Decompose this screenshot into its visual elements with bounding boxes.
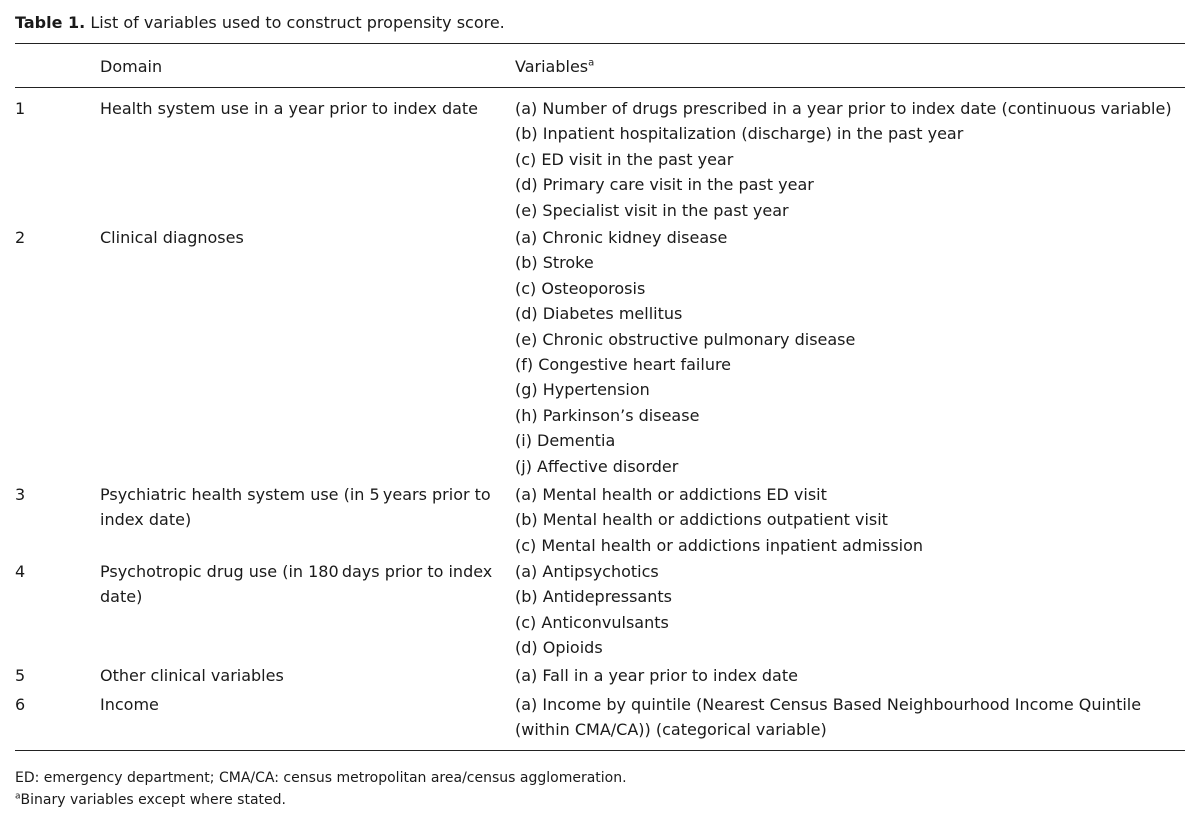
variable-item: (a) Number of drugs prescribed in a year prior to index date (continuous variable): [515, 99, 1172, 118]
row-number: 4: [15, 562, 26, 581]
variable-item: (a) Chronic kidney disease: [515, 228, 728, 247]
variable-item: (c) Mental health or addictions inpatient admission: [515, 535, 924, 555]
variable-item: (c) ED visit in the past year: [515, 149, 734, 169]
domain-line: Psychiatric health system use (in 5 years prior to: [100, 485, 491, 504]
row-number: 5: [15, 666, 26, 685]
row-domain: [100, 559, 492, 610]
domain-line: Other clinical variables: [100, 666, 284, 685]
variable-item: (a) Antipsychotics: [515, 562, 659, 581]
header-domain-label: Domain: [100, 57, 163, 76]
row-variables: [515, 663, 798, 688]
variable-item: (e) Chronic obstructive pulmonary disease: [515, 329, 856, 349]
top-rule: [15, 43, 1185, 44]
variable-item: (d) Diabetes mellitus: [515, 304, 683, 324]
row-number: 3: [15, 485, 26, 504]
domain-line: Income: [100, 695, 159, 714]
caption-text: List of variables used to construct propensity score.: [90, 13, 505, 32]
header-variables: [515, 54, 594, 79]
row-number: 1: [15, 99, 26, 118]
domain-line: Health system use in a year prior to index date: [100, 99, 479, 118]
row-number: 6: [15, 695, 26, 714]
domain-line: index date): [100, 510, 192, 530]
variable-item: (a) Fall in a year prior to index date: [515, 666, 798, 685]
variable-item: (a) Income by quintile (Nearest Census Based Neighbourhood Income Quintile: [515, 695, 1142, 714]
variable-item: (j) Affective disorder: [515, 456, 679, 476]
row-domain: [100, 96, 478, 121]
variable-item: (a) Mental health or addictions ED visit: [515, 485, 827, 504]
footnote-a: [15, 789, 627, 811]
variable-item: (h) Parkinson’s disease: [515, 405, 700, 425]
variable-item: (i) Dementia: [515, 431, 616, 451]
row-variables: [515, 692, 1141, 743]
header-variables-label: Variables: [515, 57, 589, 76]
footnote-a-text: Binary variables except where stated.: [20, 792, 286, 808]
bottom-rule: [15, 750, 1185, 751]
row-variables: [515, 96, 1172, 223]
header-domain: [100, 54, 162, 79]
row-domain: [100, 482, 491, 533]
variable-item: (g) Hypertension: [515, 380, 650, 400]
caption-label: Table 1.: [15, 13, 86, 32]
domain-line: date): [100, 587, 143, 607]
table-caption: [15, 13, 505, 33]
domain-line: Psychotropic drug use (in 180 days prior to index: [100, 562, 493, 581]
row-number: 2: [15, 228, 26, 247]
row-domain: [100, 225, 244, 250]
row-domain: [100, 692, 159, 717]
variable-item: (c) Osteoporosis: [515, 278, 646, 298]
variable-item: (within CMA/CA)) (categorical variable): [515, 720, 827, 740]
footnote-abbreviations: ED: emergency department; CMA/CA: census metropolitan area/census agglomeration.: [15, 770, 627, 786]
row-domain: [100, 663, 284, 688]
variable-item: (d) Primary care visit in the past year: [515, 175, 814, 195]
table-footnotes: [15, 767, 627, 811]
row-variables: [515, 482, 923, 558]
header-rule: [15, 87, 1185, 88]
variable-item: (b) Mental health or addictions outpatient visit: [515, 510, 888, 530]
variable-item: (e) Specialist visit in the past year: [515, 200, 789, 220]
variable-item: (d) Opioids: [515, 638, 603, 658]
domain-line: Clinical diagnoses: [100, 228, 244, 247]
variable-item: (b) Antidepressants: [515, 587, 672, 607]
header-variables-footnote-marker: a: [588, 57, 595, 69]
row-variables: [515, 225, 855, 479]
variable-item: (c) Anticonvulsants: [515, 612, 669, 632]
variable-item: (f) Congestive heart failure: [515, 355, 732, 375]
variable-item: (b) Inpatient hospitalization (discharge) in the past year: [515, 124, 964, 144]
footnote-a-marker: a: [15, 791, 21, 802]
row-variables: [515, 559, 672, 661]
variable-item: (b) Stroke: [515, 253, 594, 273]
